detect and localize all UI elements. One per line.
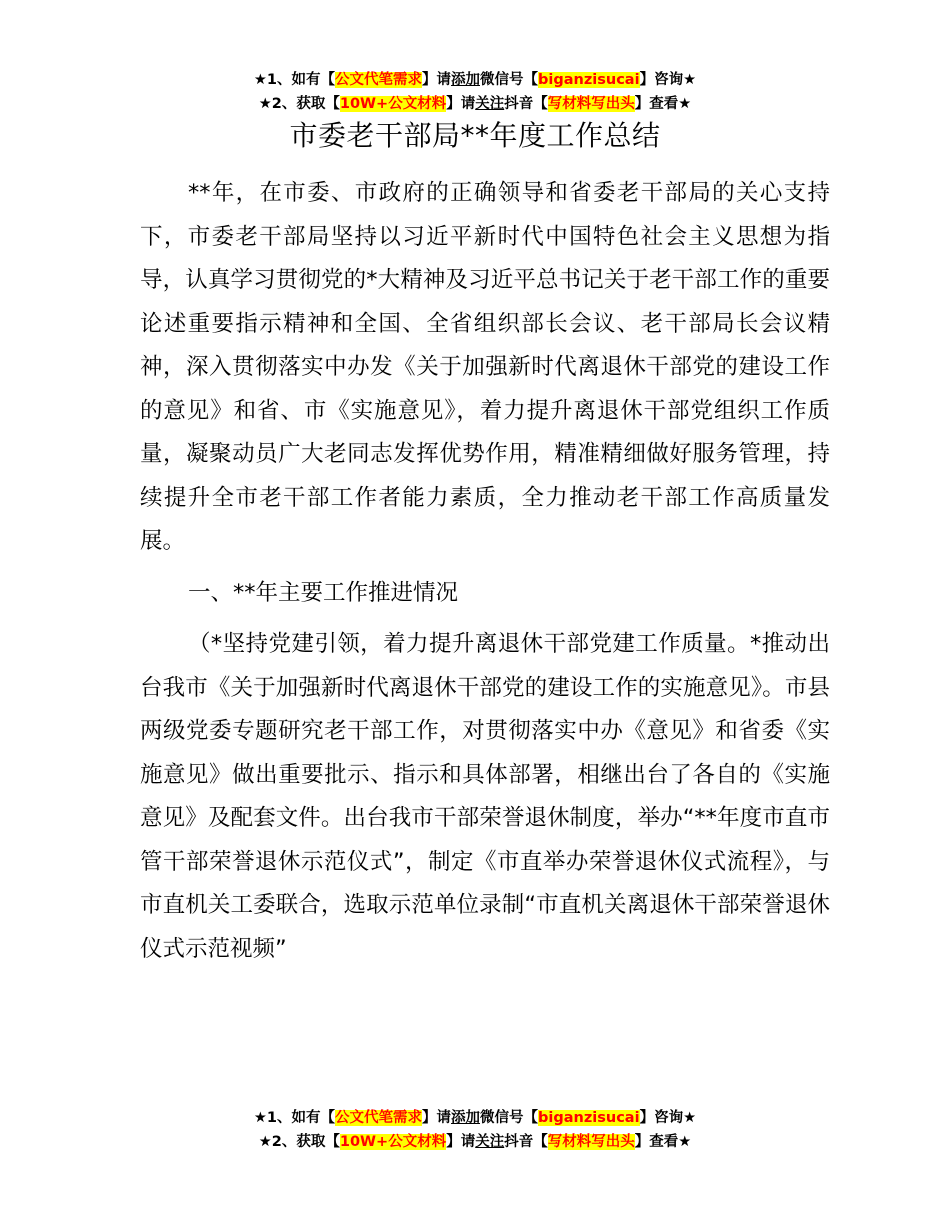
banner-line-1: ★1、如有【公文代笔需求】请添加微信号【biganzisucai】咨询★	[253, 72, 697, 88]
header-banner	[0, 68, 950, 116]
highlight-materials: 10W+公文材料	[339, 96, 447, 112]
paragraph-party-building: （*坚持党建引领，着力提升离退休干部党建工作质量。*推动出台我市《关于加强新时代离退休干部党的建设工作的实施意见》。市县两级党委专题研究老干部工作，对贯彻落实中办《意见》和省委《实施意见》做出重要批示、指示和具体部署，相继出台了各自的《实施意见》及配套文件。出台我市干部荣誉退休制度，举办“**年度市直市管干部荣誉退休示范仪式”，制定《市直举办荣誉退休仪式流程》，与市直机关工委联合，选取示范单位录制“市直机关离退休干部荣誉退休仪式示范视频”	[140, 631, 830, 962]
highlight-materials: 10W+公文材料	[339, 1134, 447, 1150]
document-title: 市委老干部局**年度工作总结	[289, 119, 661, 152]
footer-banner	[0, 1106, 950, 1154]
highlight-douyin: 写材料写出头	[547, 1134, 635, 1150]
highlight-wechat-id: biganzisucai	[538, 72, 640, 88]
highlight-wechat-id: biganzisucai	[538, 1110, 640, 1126]
highlight-service: 公文代笔需求	[335, 72, 423, 88]
document-body	[140, 172, 830, 979]
paragraph-intro: **年，在市委、市政府的正确领导和省委老干部局的关心支持下，市委老干部局坚持以习近平新时代中国特色社会主义思想为指导，认真学习贯彻党的*大精神及习近平总书记关于老干部工作的重要论述重要指示精神和全国、全省组织部长会议、老干部局长会议精神，深入贯彻落实中办发《关于加强新时代离退休干部党的建设工作的意见》和省、市《实施意见》，着力提升离退休干部党组织工作质量，凝聚动员广大老同志发挥优势作用，精准精细做好服务管理，持续提升全市老干部工作者能力素质，全力推动老干部工作高质量发展。	[140, 180, 830, 554]
banner-line-2: ★2、获取【10W+公文材料】请关注抖音【写材料写出头】查看★	[258, 1134, 692, 1150]
section-heading-1: 一、**年主要工作推进情况	[188, 579, 459, 606]
banner-line-2: ★2、获取【10W+公文材料】请关注抖音【写材料写出头】查看★	[258, 96, 692, 112]
banner-line-1: ★1、如有【公文代笔需求】请添加微信号【biganzisucai】咨询★	[253, 1110, 697, 1126]
highlight-douyin: 写材料写出头	[547, 96, 635, 112]
highlight-service: 公文代笔需求	[335, 1110, 423, 1126]
